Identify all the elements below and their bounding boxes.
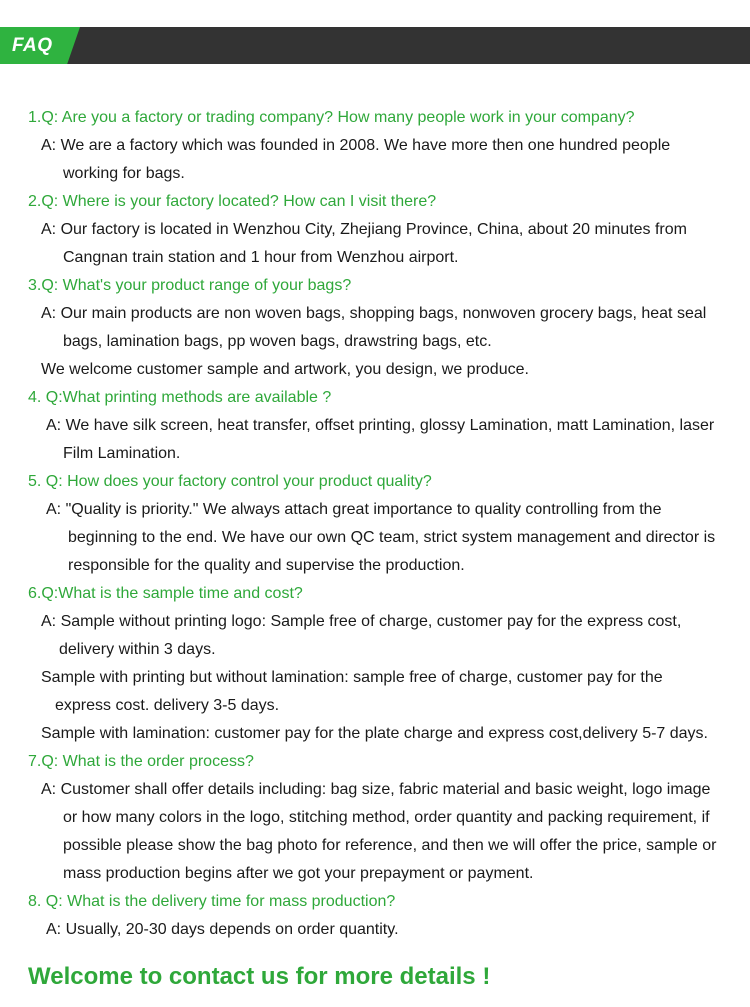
answer-7-line-1: A: Customer shall offer details including: bag size, fabric material and basic weight, logo image [41,781,711,798]
faq-title: FAQ [12,35,53,56]
question-2: 2.Q: Where is your factory located? How can I visit there? [28,193,437,210]
answer-1-line-1: A: We are a factory which was founded in 2008. We have more then one hundred people [41,137,671,154]
answer-4-line-2: Film Lamination. [63,445,181,462]
answer-5-line-2: beginning to the end. We have our own QC team, strict system management and director is [68,529,716,546]
question-3: 3.Q: What's your product range of your bags? [28,277,352,294]
answer-5-line-1: A: "Quality is priority." We always attach great importance to quality controlling from the [46,501,662,518]
answer-6-line-5: Sample with lamination: customer pay for the plate charge and express cost,delivery 5-7 days. [41,725,708,742]
question-1: 1.Q: Are you a factory or trading company? How many people work in your company? [28,109,635,126]
faq-banner [0,27,750,64]
answer-2-line-1: A: Our factory is located in Wenzhou City, Zhejiang Province, China, about 20 minutes from [41,221,687,238]
question-4: 4. Q:What printing methods are available ? [28,389,332,406]
answer-6-line-4: express cost. delivery 3-5 days. [55,697,280,714]
answer-6-line-1: A: Sample without printing logo: Sample free of charge, customer pay for the express cost, [41,613,682,630]
answer-7-line-3: possible please show the bag photo for reference, and then we will offer the price, sample or [63,837,717,854]
answer-6-line-2: delivery within 3 days. [59,641,216,658]
answer-7-line-2: or how many colors in the logo, stitching method, order quantity and packing requirement, if [63,809,710,826]
answer-1-line-2: working for bags. [63,165,185,182]
answer-3-line-2: bags, lamination bags, pp woven bags, drawstring bags, etc. [63,333,492,350]
question-7: 7.Q: What is the order process? [28,753,254,770]
answer-8-line-1: A: Usually, 20-30 days depends on order quantity. [46,921,399,938]
answer-7-line-4: mass production begins after we got your prepayment or payment. [63,865,534,882]
answer-5-line-3: responsible for the quality and supervise the production. [68,557,465,574]
question-8: 8. Q: What is the delivery time for mass production? [28,893,396,910]
question-5: 5. Q: How does your factory control your product quality? [28,473,432,490]
question-6: 6.Q:What is the sample time and cost? [28,585,303,602]
contact-us-footer: Welcome to contact us for more details ! [28,963,491,990]
answer-2-line-2: Cangnan train station and 1 hour from Wenzhou airport. [63,249,459,266]
answer-3-line-3: We welcome customer sample and artwork, you design, we produce. [41,361,529,378]
answer-6-line-3: Sample with printing but without lamination: sample free of charge, customer pay for the [41,669,663,686]
answer-4-line-1: A: We have silk screen, heat transfer, offset printing, glossy Lamination, matt Lamination, laser [46,417,715,434]
answer-3-line-1: A: Our main products are non woven bags, shopping bags, nonwoven grocery bags, heat seal [41,305,707,322]
